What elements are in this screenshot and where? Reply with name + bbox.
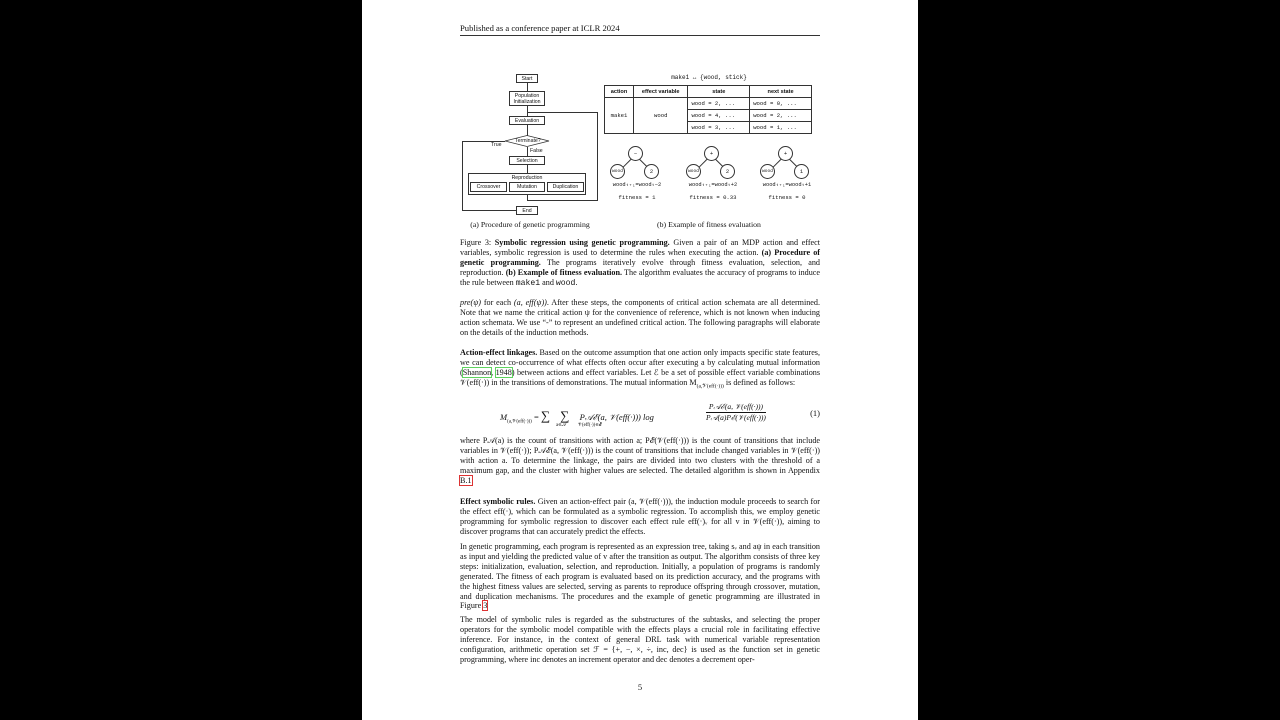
- expression-tree-1: [602, 146, 672, 216]
- cell-state: wood = 3, ...: [688, 122, 750, 134]
- cell-effect-variable: wood: [634, 98, 688, 134]
- cell-action: make1: [605, 98, 634, 134]
- paragraph-1: pre(ψ) for each (a, eff(ψ)). After these steps, the components of critical action schemata are all determined. Note that we name the critical action ψ for the convenience of reference, which is not known when inducing action schemata. We use “-” to represent an undefined critical action. The following paragraphs will elaborate on the details of the induction methods.: [460, 298, 820, 337]
- cell-state: wood = 4, ...: [688, 110, 750, 122]
- node-duplication: Duplication: [547, 182, 584, 192]
- section-heading: Effect symbolic rules.: [460, 497, 536, 506]
- table-title: make1 ↔ {wood, stick}: [671, 74, 747, 81]
- running-header: Published as a conference paper at ICLR 2024: [460, 23, 820, 36]
- tree-expression: woodₜ₊₁=woodₜ+2: [688, 182, 738, 188]
- col-state: state: [688, 86, 750, 98]
- col-next-state: next state: [750, 86, 812, 98]
- subfigure-b-caption: (b) Example of fitness evaluation: [657, 220, 761, 229]
- cell-next-state: wood = 2, ...: [750, 110, 812, 122]
- col-effect-variable: effect variable: [634, 86, 688, 98]
- paragraph-genetic-programming: In genetic programming, each program is represented as an expression tree, taking sᵥ and aψ in each transition as input and yielding the predicted value of v after the transition as output. The algorithm consists of three key steps: initialization, evaluation, selection, and reproduction. Initially, a population of programs is randomly generated. The fitness of each program is evaluated based on its prediction accuracy, and the programs with the highest fitness values are selected, serving as parents to reproduce offspring through crossover, mutation, and duplication mechanisms. The procedures and the example of genetic programming are illustrated in Figure 3: [460, 542, 820, 611]
- tree-expression: woodₜ₊₁=woodₜ+1: [762, 182, 812, 188]
- figure-link[interactable]: 3: [483, 601, 488, 611]
- paper-page: [362, 0, 918, 720]
- transition-table: [604, 85, 812, 134]
- node-evaluation: Evaluation: [509, 116, 545, 125]
- genetic-programming-flowchart: [460, 70, 600, 218]
- subfigure-a-caption: (a) Procedure of genetic programming: [470, 220, 590, 229]
- label-true: True: [491, 142, 502, 148]
- expression-tree-3: [752, 146, 822, 216]
- tree-left-node: wood: [760, 164, 775, 179]
- cell-next-state: wood = 0, ...: [750, 98, 812, 110]
- cell-state: wood = 2, ...: [688, 98, 750, 110]
- label-false: False: [530, 148, 543, 154]
- fraction: P𝒜ℰ(a, 𝒱(eff(·))) P𝒜(a)Pℰ(𝒱(eff(·))): [706, 402, 766, 422]
- tree-fitness: fitness = 0: [768, 194, 806, 201]
- node-terminate: Terminate?: [515, 138, 541, 144]
- paragraph-action-effect-linkages: Action-effect linkages. Based on the outcome assumption that one action only impacts specific state features, we can detect co-occurrence of what effects often occur after executing a by calculating mutual information (Shannon, 1948) between actions and effect variables. Let ℰ be a set of possible effect variable combinations 𝒱(eff(·)) in the transitions of demonstrations. The mutual information $M_{(a,𝒱(eff(\cdot)))}$ is defined as follows:: [460, 348, 821, 390]
- tree-op-node: +: [704, 146, 719, 161]
- tree-left-node: wood: [610, 164, 625, 179]
- node-mutation: Mutation: [509, 182, 545, 192]
- tree-op-node: +: [778, 146, 793, 161]
- node-end: End: [516, 206, 538, 215]
- node-start: Start: [516, 74, 538, 83]
- tree-right-node: 2: [720, 164, 735, 179]
- node-selection: Selection: [509, 156, 545, 165]
- table-row: [605, 98, 812, 110]
- equation-1: $M_{(a,𝒱(eff(\cdot)))}$ = ∑ ∑ P𝒜ℰ(a, 𝒱(eff(·))) log a∈𝒜 𝒱(eff(·))∈ℰ P𝒜ℰ(a, 𝒱(eff(·))) P𝒜(a)Pℰ(𝒱(eff(·))) (1): [500, 402, 820, 428]
- tree-right-node: 1: [794, 164, 809, 179]
- tree-left-node: wood: [686, 164, 701, 179]
- tree-fitness: fitness = 1: [618, 194, 656, 201]
- fitness-example-table-block: [604, 74, 814, 134]
- equation-number: (1): [810, 408, 820, 418]
- node-crossover: Crossover: [470, 182, 507, 192]
- section-heading: Action-effect linkages.: [460, 348, 538, 357]
- figure-caption: Figure 3: Symbolic regression using genetic programming. Given a pair of an MDP action and effect variables, symbolic regression is used to determine the rules when executing the action. (a) Procedure of genetic programming. The programs iteratively evolve through fitness evaluation, selection, and reproduction. (b) Example of fitness evaluation. The algorithm evaluates the accuracy of programs to induce the rule between make1 and wood.: [460, 238, 821, 288]
- paragraph-where: where P𝒜(a) is the count of transitions with action a; Pℰ(𝒱(eff(·))) is the count of transitions that include variables in 𝒱(eff(·)); P𝒜ℰ(a, 𝒱(eff(·))) is the count of transitions that include changed variables in 𝒱(eff(·)) with action a. To determine the linkage, the pairs are divided into two clusters with the threshold of a maximum gap, and the cluster with higher values are selected. The detailed algorithm is shown in Appendix B.1: [460, 436, 820, 485]
- page-number: 5: [637, 682, 643, 692]
- tree-fitness: fitness = 0.33: [689, 194, 737, 201]
- node-population-init: Population Initialization: [509, 91, 545, 106]
- appendix-link[interactable]: B.1: [460, 475, 472, 485]
- paragraph-effect-symbolic-rules: Effect symbolic rules. Given an action-effect pair (a, 𝒱(eff(·))), the induction module proceeds to search for the effect eff(·), which can be formulated as a symbolic regression. To accomplish this, we employ genetic programming for symbolic regression to discover each effect rule eff(·)ᵥ for all v in 𝒱(eff(·)), aiming to discover programs that can accurately predict the effects.: [460, 497, 820, 536]
- paragraph-symbolic-model: The model of symbolic rules is regarded as the substructures of the subtasks, and selecting the proper operators for the symbolic model compatible with the effects plays a crucial role in facilitating effective inference. For instance, in the context of general DRL task with numerical variable representation configuration, arithmetic operation set ℱ = {+, −, ×, ÷, inc, dec} is used as the function set in genetic programming, where inc denotes an increment operator and dec denotes a decrement oper-: [460, 615, 820, 664]
- node-reproduction: Reproduction: [468, 173, 586, 195]
- citation-link-year[interactable]: 1948: [495, 367, 512, 377]
- tree-expression: woodₜ₊₁=woodₜ−2: [612, 182, 662, 188]
- tree-right-node: 2: [644, 164, 659, 179]
- cell-next-state: wood = 1, ...: [750, 122, 812, 134]
- citation-link-author[interactable]: Shannon: [462, 367, 492, 377]
- expression-tree-2: [678, 146, 748, 216]
- col-action: action: [605, 86, 634, 98]
- tree-op-node: −: [628, 146, 643, 161]
